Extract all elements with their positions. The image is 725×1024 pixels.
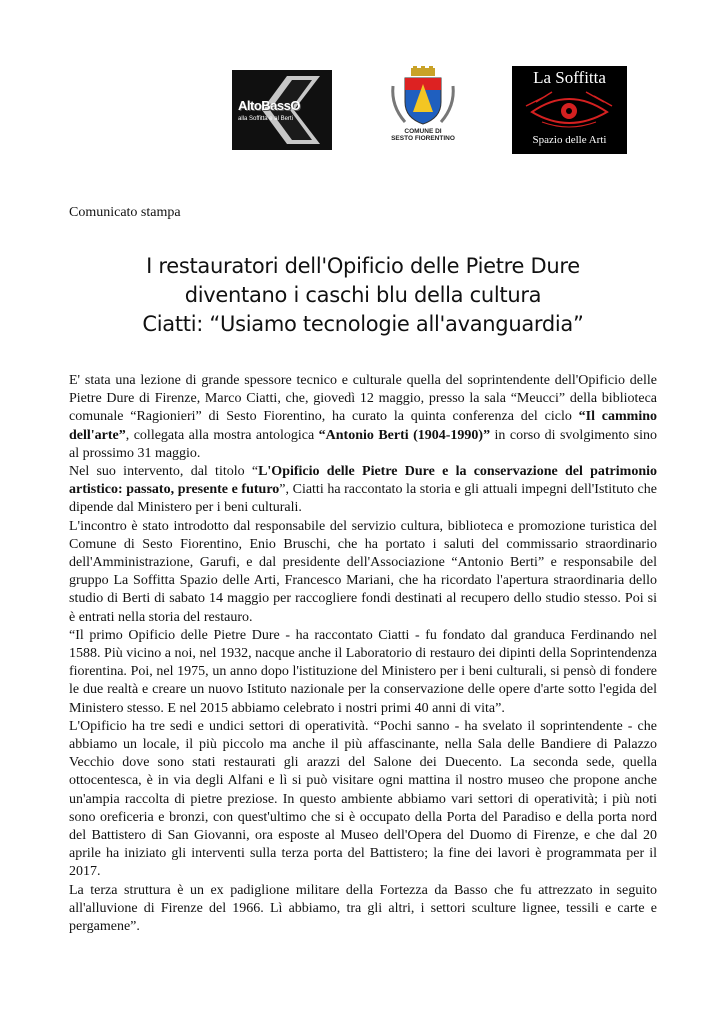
paragraph-1: [69, 372, 657, 463]
press-release-label: Comunicato stampa: [69, 205, 181, 220]
logo-strip: [0, 66, 725, 156]
soffitta-title: La Soffitta: [533, 68, 606, 87]
comune-line1: COMUNE DI: [404, 128, 442, 135]
comune-line2: SESTO FIORENTINO: [391, 135, 455, 142]
p1-text-c: , collegata alla mostra antologica: [125, 427, 319, 443]
headline-line-1: I restauratori dell'Opificio delle Pietre Dure: [146, 254, 580, 278]
paragraph-3: L'incontro è stato introdotto dal responsabile del servizio cultura, biblioteca e promozione turistica del Comune di Sesto Fiorentino, Enio Bruschi, che ha portato i saluti del commissario straordinario dell'Amministrazione, Garufi, e dal presidente dell'Associazione “Antonio Berti” e responsabile del gruppo La Soffitta Spazio delle Arti, Francesco Mariani, che ha ricordato l'apertura straordinaria dello studio di Berti di sabato 14 maggio per raccogliere fondi destinati al recupero dello studio stesso. Poi si è entrati nella storia del restauro.: [69, 518, 657, 625]
coat-of-arms-icon: [385, 66, 461, 128]
comune-logo: [385, 66, 461, 152]
altobasso-name: AltoBassO: [238, 98, 300, 113]
paragraph-2: [69, 463, 657, 518]
soffitta-eye-icon: [512, 90, 627, 134]
paragraph-5: L'Opificio ha tre sedi e undici settori di operatività. “Pochi sanno - ha svelato il soprintendente - che abbiamo un locale, il più piccolo ma anche il più affascinante, nella Sala delle Bandiere di Palazzo Vecchio dove sono stati restaurati gli arazzi del Salone dei Duecento. La seconda sede, quella ottocentesca, è in via degli Alfani e lì si può visitare ogni mattina il nostro museo che propone anche un'ampia raccolta di pietre preziose. In questo ambiente abbiamo vari settori di operatività; i più noti sono oreficeria e bronzi, con quest'ultimo che si è occupato della Porta del Paradiso e della porta nord del Battistero di San Giovanni, ora esposte al Museo dell'Opera del Duomo di Firenze, e che dal 20 aprile ha iniziato gli interventi sulla terza porta del Battistero; la fine dei lavori è programmata per il 2017.: [69, 718, 657, 880]
p1-text-e: in corso di svolgimento sino al prossimo 31 maggio.: [69, 427, 657, 461]
p2-text-c: ”, Ciatti ha raccontato la storia e gli attuali impegni dell'Istituto che dipende dal Ministero per i beni culturali.: [69, 482, 657, 516]
soffitta-subtitle: Spazio delle Arti: [532, 134, 607, 146]
headline-line-3: Ciatti: “Usiamo tecnologie all'avanguardia”: [142, 312, 584, 336]
paragraph-4: “Il primo Opificio delle Pietre Dure - ha raccontato Ciatti - fu fondato dal granduca Ferdinando nel 1588. Più vicino a noi, nel 1932, nacque anche il Laboratorio di restauro dei dipinti della Soprintendenza fiorentina. Poi, nel 1975, un anno dopo l'istituzione del Ministero per i beni culturali, si pensò di fondere le due realtà e creare un nuovo Istituto nazionale per la conservazione delle opere d'arte sotto l'egida del Ministero stesso. E nel 2015 abbiamo celebrato i nostri primi 40 anni di vita”.: [69, 627, 657, 716]
article-body: [69, 372, 657, 936]
headline: [69, 252, 657, 339]
p2-text-a: Nel suo intervento, dal titolo “: [69, 464, 259, 480]
altobasso-subtitle: alla Soffitta e al Berti: [238, 116, 293, 122]
p1-text-a: E' stata una lezione di grande spessore tecnico e culturale quella del soprintendente dell'Opificio delle Pietre Dure di Firenze, Marco Ciatti, che, giovedì 12 maggio, presso la sala “Meucci” della biblioteca comunale “Ragionieri” di Sesto Fiorentino, ha curato la quinta conferenza del ciclo: [69, 373, 657, 425]
altobasso-logo: [232, 70, 332, 150]
p1-exhibition-title: “Antonio Berti (1904-1990)”: [318, 427, 491, 443]
p2-talk-title: L'Opificio delle Pietre Dure e la conservazione del patrimonio artistico: passato, presente e futuro: [69, 464, 657, 498]
headline-line-2: diventano i caschi blu della cultura: [184, 283, 542, 307]
soffitta-logo: [512, 66, 627, 154]
p1-cycle-title: “Il cammino dell'arte”: [69, 409, 657, 443]
comune-label: [385, 128, 461, 142]
paragraph-6: La terza struttura è un ex padiglione militare della Fortezza da Basso che fu attrezzato in seguito all'alluvione di Firenze del 1966. Lì abbiamo, tra gli altri, i settori sculture lignee, tessili e carte e pergamene”.: [69, 882, 657, 935]
